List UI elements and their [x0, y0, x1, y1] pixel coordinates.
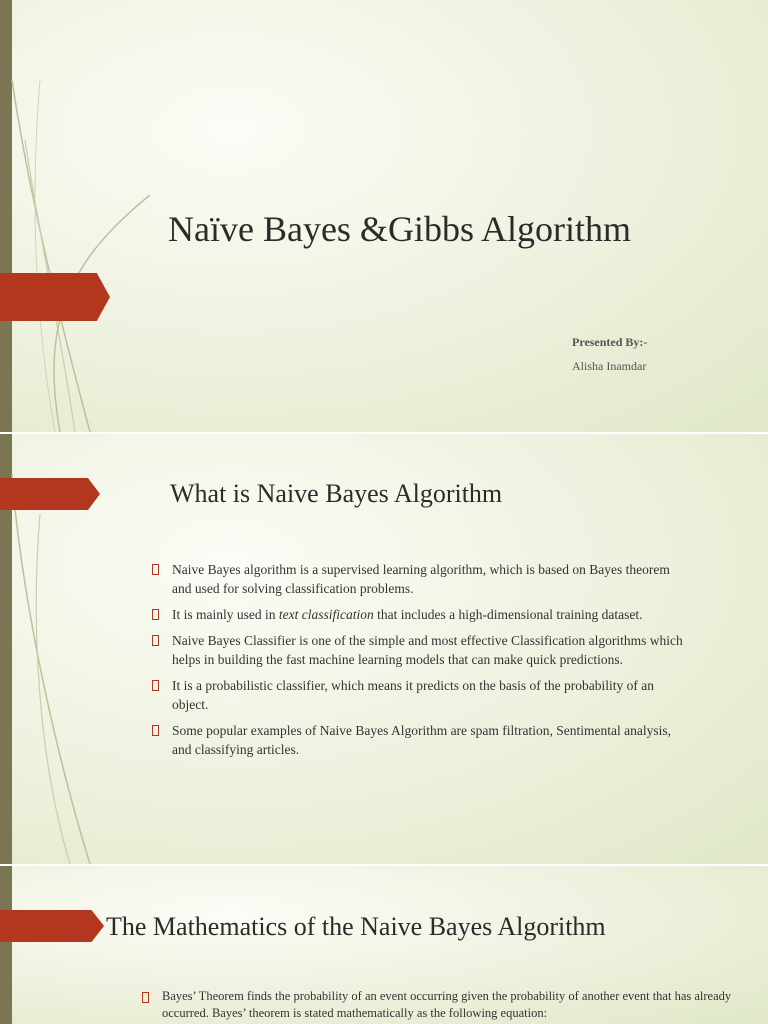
slide-title: The Mathematics of the Naive Bayes Algorithm [106, 912, 606, 941]
bullet-icon [152, 635, 159, 646]
list-item: Naive Bayes algorithm is a supervised learning algorithm, which is based on Bayes theorem and used for solving classification problems. [152, 560, 692, 598]
accent-arrow-tab [0, 910, 104, 942]
presenter-name: Alisha Inamdar [572, 359, 647, 373]
slide-title: Naïve Bayes &Gibbs Algorithm [168, 209, 631, 249]
bullet-icon [152, 609, 159, 620]
list-item: Some popular examples of Naive Bayes Algorithm are spam filtration, Sentimental analysis, and classifying articles. [152, 721, 692, 759]
bullet-icon [142, 992, 149, 1003]
bullet-list [142, 988, 742, 1024]
list-item: Bayes’ Theorem finds the probability of an event occurring given the probability of another event that has already occurred. Bayes’ theorem is stated mathematically as the following equation: [142, 988, 742, 1022]
list-item: Naive Bayes Classifier is one of the simple and most effective Classification algorithms which helps in building the fast machine learning models that can make quick predictions. [152, 631, 692, 669]
bullet-list [152, 560, 692, 766]
slide-3 [0, 866, 768, 1024]
bullet-icon [152, 680, 159, 691]
accent-arrow-tab [0, 478, 100, 510]
presenter-label: Presented By:- [572, 335, 648, 349]
list-item: It is mainly used in text classification that includes a high-dimensional training dataset. [152, 605, 692, 624]
slide-spine [0, 866, 12, 1024]
slide-2 [0, 434, 768, 864]
bullet-icon [152, 725, 159, 736]
slide-title: What is Naive Bayes Algorithm [170, 479, 503, 508]
slide-1 [0, 0, 768, 432]
accent-arrow-tab [0, 273, 110, 321]
bullet-icon [152, 564, 159, 575]
list-item: It is a probabilistic classifier, which means it predicts on the basis of the probability of an object. [152, 676, 692, 714]
